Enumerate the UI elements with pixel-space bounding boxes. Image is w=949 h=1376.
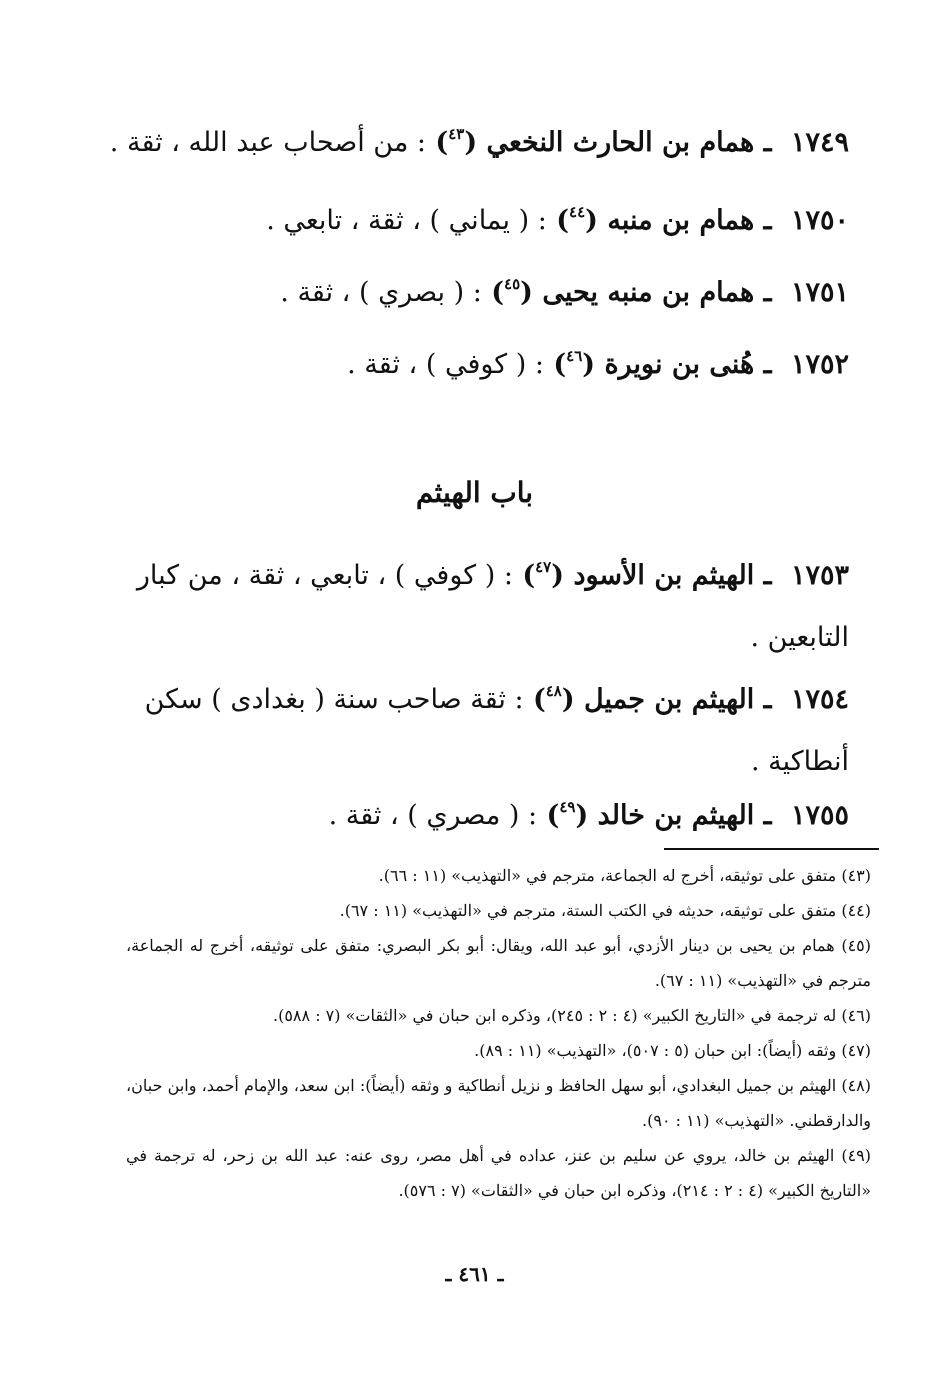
entry-1749: ١٧٤٩ ـ همام بن الحارث النخعي ($^{٤٣}$) : من أصحاب عبد الله ، ثقة . [109,125,849,158]
entry-dash: ـ [763,349,772,380]
entry-dash: ـ [763,800,772,831]
entry-1755: ١٧٥٥ ـ الهيثم بن خالد ($^{٤٩}$) : ( مصري ) ، ثقة . [328,798,849,831]
footnote-ref: ٤٨ [545,682,562,700]
footnote-ref: ٤٦ [566,347,583,365]
entry-dash: ـ [763,560,772,591]
footnotes [126,858,871,1208]
entry-name: هُنى بن نويرة [604,349,755,380]
footnote-43: (٤٣) متفق على توثيقه، أخرج له الجماعة، مترجم في «التهذيب» (١١ : ٦٦). [378,866,871,885]
footnote-45: (٤٥) همام بن يحيى بن دينار الأزدي، أبو عبد الله، ويقال: أبو بكر البصري: متفق على توثيقه، أخرج له الجماعة، مترجم في «التهذيب» (١١ : ٦٧). [126,936,871,990]
entry-name: همام بن منبه يحيى [542,277,755,308]
footnote-48: (٤٨) الهيثم بن جميل البغدادي، أبو سهل الحافظ و نزيل أنطاكية و وثقه (أيضاً): ابن سعد، والإمام أحمد، وابن حبان، والدارقطني. «التهذيب» (١١ : ٩٠). [126,1076,872,1130]
entry-description: : ( كوفي ) ، ثقة . [347,349,544,380]
entry-number: ١٧٥٣ [790,560,849,591]
entry-1754: ١٧٥٤ ـ الهيثم بن جميل ($^{٤٨}$) : ثقة صاحب سنة ( بغدادى ) سكن أنطاكية . [144,682,849,777]
footnote-44: (٤٤) متفق على توثيقه، حديثه في الكتب الستة، مترجم في «التهذيب» (١١ : ٦٧). [339,901,871,920]
footnote-divider [664,848,879,850]
entry-dash: ـ [763,277,772,308]
entry-1751: ١٧٥١ ـ همام بن منبه يحيى ($^{٤٥}$) : ( بصري ) ، ثقة . [280,275,849,308]
footnote-47: (٤٧) وثقه (أيضاً): ابن حبان (٥ : ٥٠٧)، «التهذيب» (١١ : ٨٩). [474,1041,871,1060]
entry-name: همام بن منبه [607,205,755,236]
entry-number: ١٧٥٠ [790,205,849,236]
footnote-ref: ٤٩ [559,798,576,816]
entry-description: : ( بصري ) ، ثقة . [280,277,482,308]
footnote-ref: ٤٥ [504,275,521,293]
footnote-ref: ٤٤ [569,203,586,221]
entry-number: ١٧٤٩ [790,127,849,158]
entry-number: ١٧٥٢ [790,349,849,380]
entry-name: الهيثم بن الأسود [573,560,755,591]
entry-number: ١٧٥١ [790,277,849,308]
entry-1753: ١٧٥٣ ـ الهيثم بن الأسود ($^{٤٧}$) : ( كوفي ) ، تابعي ، ثقة ، من كبار التابعين . [136,558,849,653]
entry-description: : ( مصري ) ، ثقة . [328,800,538,831]
entry-number: ١٧٥٤ [790,684,849,715]
entry-number: ١٧٥٥ [790,800,849,831]
section-title: باب الهيثم [415,476,534,509]
entry-name: الهيثم بن خالد [597,800,755,831]
page-number: ـ ٤٦١ ـ [445,1262,504,1286]
entry-description: : ثقة صاحب سنة ( بغدادى ) سكن أنطاكية . [144,684,849,777]
footnote-ref: ٤٧ [535,558,552,576]
entry-1752: ١٧٥٢ ـ هُنى بن نويرة ($^{٤٦}$) : ( كوفي ) ، ثقة . [347,347,849,380]
footnote-49: (٤٩) الهيثم بن خالد، يروي عن سليم بن عنز، عداده في أهل مصر، روى عنه: عبد الله بن زحر، له ترجمة في «التاريخ الكبير» (٤ : ٢ : ٢١٤)، وذكره ابن حبان في «الثقات» (٧ : ٥٧٦). [126,1146,871,1200]
entry-description: : ( كوفي ) ، تابعي ، ثقة ، من كبار التابعين . [136,560,849,653]
entry-description: : ( يماني ) ، ثقة ، تابعي . [266,205,547,236]
entry-dash: ـ [763,205,772,236]
entry-name: الهيثم بن جميل [584,684,755,715]
entry-dash: ـ [763,127,772,158]
entry-1750: ١٧٥٠ ـ همام بن منبه ($^{٤٤}$) : ( يماني ) ، ثقة ، تابعي . [266,203,849,236]
entry-name: همام بن الحارث النخعي [486,127,755,158]
entry-description: : من أصحاب عبد الله ، ثقة . [109,127,427,158]
entry-dash: ـ [763,684,772,715]
footnote-ref: ٤٣ [448,125,465,143]
footnote-46: (٤٦) له ترجمة في «التاريخ الكبير» (٤ : ٢ : ٢٤٥)، وذكره ابن حبان في «الثقات» (٧ : ٥٨٨). [273,1006,871,1025]
